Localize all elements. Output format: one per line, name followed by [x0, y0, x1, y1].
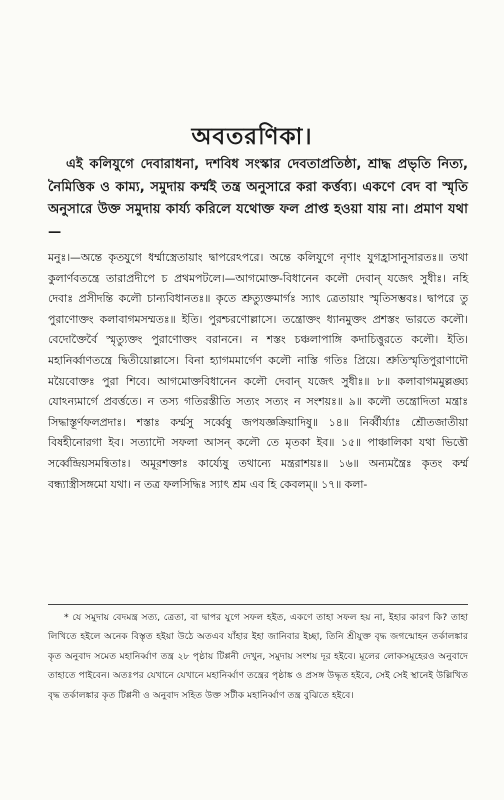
intro-text: এই কলিযুগে দেবারাধনা, দশবিধ সংস্কার দেবতাপ্রতিষ্ঠা, শ্রাদ্ধ প্রভৃতি নিত্য, নৈমিত্তিক ও কাম্য, সমুদায় কর্ম্মই তন্ত্র অনুসারে করা কর্ত্তব্য। একণে বেদ বা স্মৃতি অনুসারে উক্ত সমুদায় কার্য্য করিলে যথোক্ত ফল প্রাপ্ত হওয়া যায় না। প্রমাণ যথা—	[48, 157, 468, 240]
body-paragraph: মনুঃ।—অন্তে কৃতযুগে ধর্ম্মাস্ত্রেতায়াং দ্বাপরেঽপরে। অন্তে কলিযুগে নৃণাং যুগহ্রাসানুসারতঃ॥ তথা কুলার্ণবতন্ত্রে তারাপ্রদীপে চ প্রথমপটলে।—আগমোক্ত-বিধানেন কলৌ দেবান্ যজেৎ সুধীঃ। নহি দেবাঃ প্রসীদন্তি কলৌ চান্যবিধানতঃ॥ কৃতে শ্রুত্যুক্তমার্গঃ স্যাৎ ত্রেতায়াং স্মৃতিসম্ভবঃ। দ্বাপরে তু পুরাণোক্তং কলাবাগমসম্মতঃ॥ ইতি। পুরশ্চরণোল্লাসে। তন্ত্রোক্তং ধ্যানমুক্তং প্রশস্তং ভারতে কলৌ। বেদোক্তৈর্বৈ স্মৃত্যুক্তং পুরাণোক্তং বরাননে। ন শস্তং চঞ্চলাপাঙ্গি কদাচিত্তুরতে কলৌ। ইতি। মহানির্ব্বাণতন্ত্রে দ্বিতীয়োল্লাসে। বিনা হ্যাগমমার্গেণ কলৌ নাস্তি গতিঃ প্রিয়ে। শ্রুতিস্মৃতিপুরাণাদৌ ময়ৈবোক্তঃ পুরা শিবে। আগমোক্তবিধানেন কলৌ দেবান্ যজেৎ সুধীঃ॥ ৮॥ কলাবাগমমুল্লঙ্ঘ্য যোঽন্যমার্গে প্রবর্ত্ততে। ন তস্য গতিরস্তীতি সত্যং সত্যং ন সংশয়ঃ॥ ৯॥ কলৌ তন্ত্রোদিতা মন্ত্রাঃ সিদ্ধাস্তূর্ণফলপ্রদাঃ। শস্তাঃ কর্ম্মসু সর্ব্বেষু জপযজ্ঞক্রিয়াদিষু॥ ১৪॥ নির্ব্বীর্য্যাঃ শ্রৌতজাতীয়া বিষহীনোরগা ইব। সত্যাদৌ সফলা আসন্ কলৌ তে মৃতকা ইব॥ ১৫॥ পাঞ্চালিকা যথা ভিত্তৌ সর্ব্বেন্দ্রিয়সমন্বিতাঃ। অমূরশক্তাঃ কার্য্যেষু তথান্যে মন্ত্ররাশয়ঃ॥ ১৬॥ অন্যমন্ত্রৈঃ কৃতং কর্ম্ম বন্ধ্যাস্ত্রীসঙ্গমো যথা। ন তত্র ফলসিদ্ধিঃ স্যাৎ শ্রম এব হি কেবলম্॥ ১৭॥ কলা-	[48, 251, 468, 491]
footnote-block	[48, 608, 468, 705]
body-text-block	[48, 248, 468, 495]
footnote-text: * যে সমুদায় বেদমন্ত্র সত্য, ত্রেতা, বা দ্বাপর যুগে সফল হইত, একণে তাহা সফল হয় না, ইহার কারণ কি? তাহা লিখিতে হইলে অনেক বিস্তৃত হইয়া উঠে অতএব যাঁহার ইহা জানিবার ইচ্ছা, তিনি শ্রীযুক্ত বৃদ্ধ জগন্মোহন তর্কালঙ্কার কৃত অনুবাদ সমেত মহানির্ব্বাণ তন্ত্র ২৮ পৃষ্ঠায় টিপ্পনী দেখুন, সমুদায় সংশয় দূর হইবে। মূলের লোকসমূহেরও অনুবাদে তাহাতে পাইবেন। অতঃপর যেখানে যেখানে মহানির্ব্বাণ তন্ত্রের পৃষ্ঠাঙ্ক ও প্রসঙ্গ উদ্ধৃত হইবে, সেই সেই স্থানেই উল্লিখিত বৃদ্ধ তর্কালঙ্কার কৃত টিপ্পনী ও অনুবাদ সহিত উক্ত সটীক মহানির্ব্বাণ তন্ত্র বুঝিতে হইবে।	[48, 612, 468, 701]
page-heading: অবতরণিকা।	[191, 124, 313, 150]
footnote-divider	[48, 604, 468, 605]
intro-paragraph	[48, 154, 468, 244]
